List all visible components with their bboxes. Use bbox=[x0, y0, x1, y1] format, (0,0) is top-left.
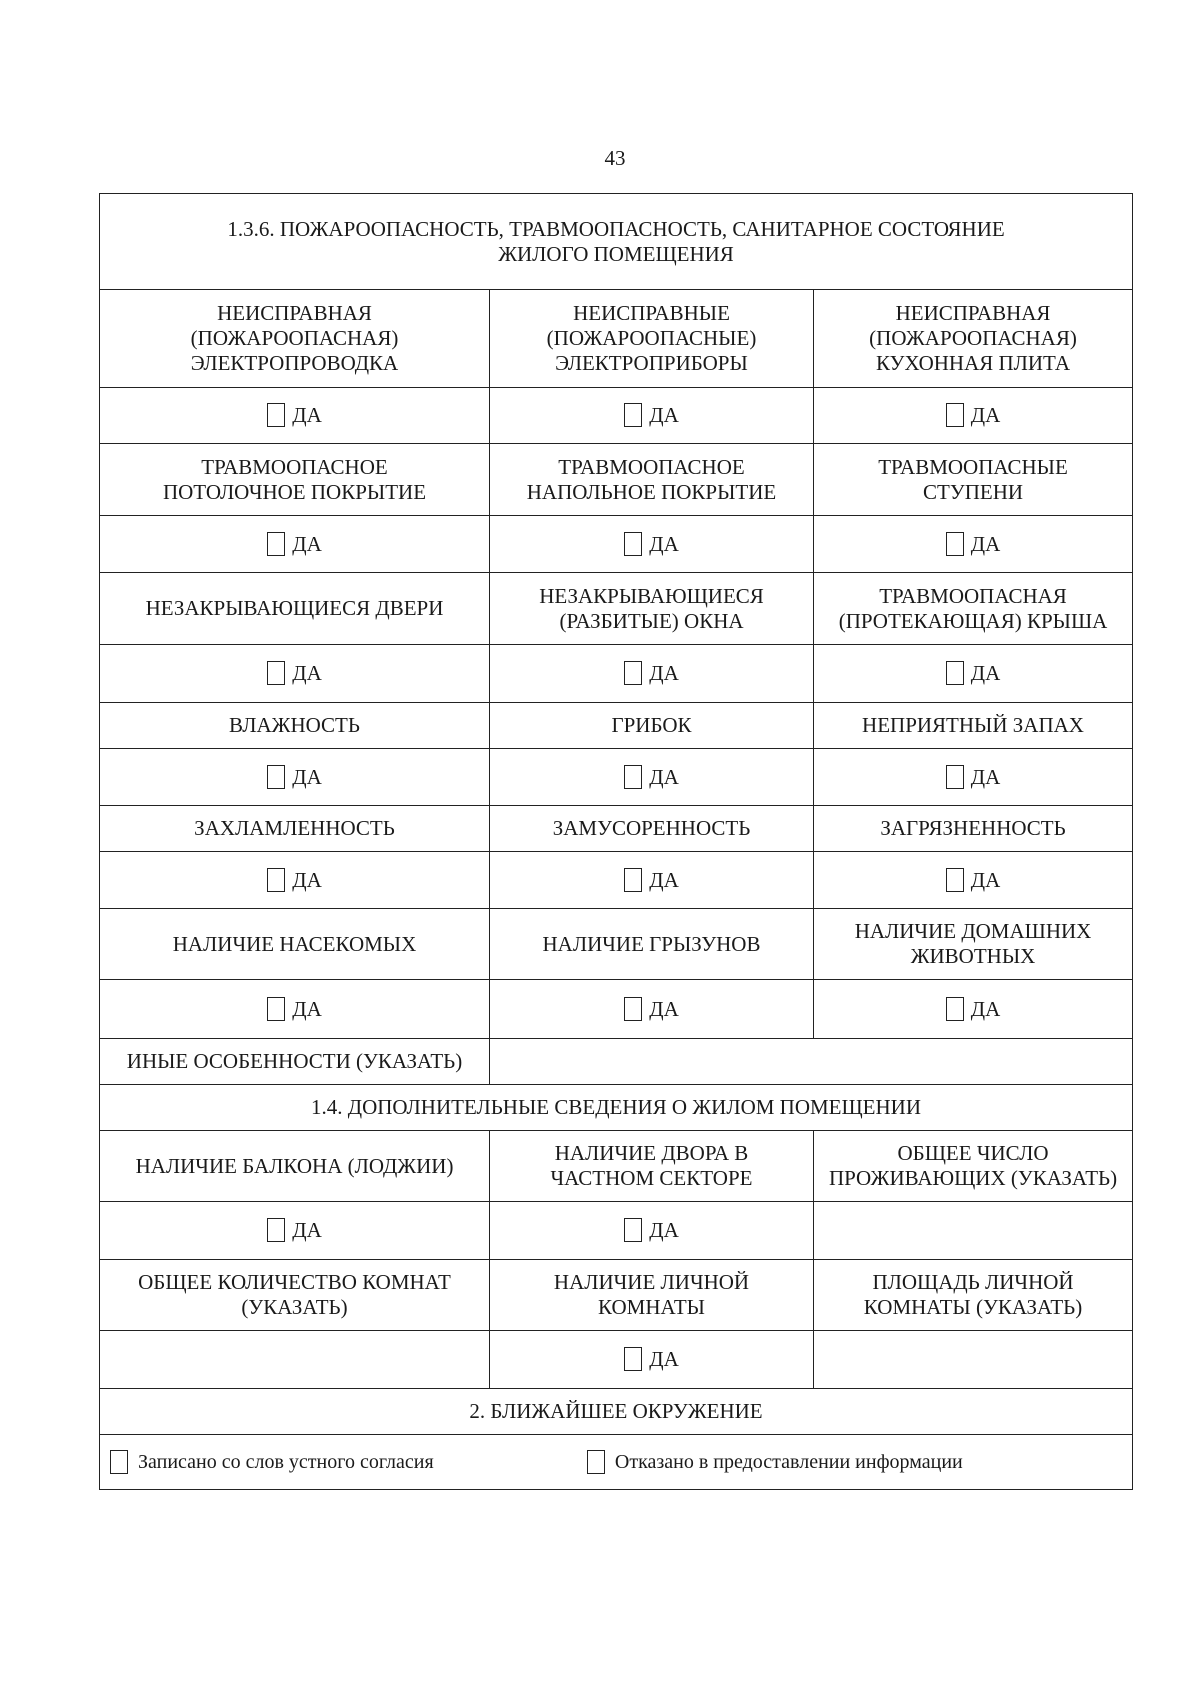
section-14-title: 1.4. ДОПОЛНИТЕЛЬНЫЕ СВЕДЕНИЯ О ЖИЛОМ ПОМЕЩЕНИИ bbox=[100, 1085, 1133, 1131]
yes-option[interactable] bbox=[814, 749, 1133, 806]
checkbox-icon[interactable] bbox=[946, 661, 964, 685]
other-features-label: ИНЫЕ ОСОБЕННОСТИ (УКАЗАТЬ) bbox=[100, 1039, 490, 1085]
yes-label: ДА bbox=[649, 867, 679, 892]
yes-label: ДА bbox=[292, 764, 322, 789]
yes-label: ДА bbox=[649, 1347, 679, 1371]
checkbox-row bbox=[100, 852, 1133, 909]
hazard-label: ЗАХЛАМЛЕННОСТЬ bbox=[100, 806, 490, 852]
checkbox-icon[interactable] bbox=[624, 868, 642, 892]
yes-label: ДА bbox=[649, 764, 679, 789]
section-2-title: 2. БЛИЖАЙШЕЕ ОКРУЖЕНИЕ bbox=[100, 1389, 1133, 1435]
additional-label: ПЛОЩАДЬ ЛИЧНОЙ КОМНАТЫ (УКАЗАТЬ) bbox=[814, 1260, 1133, 1331]
hazard-label: ТРАВМООПАСНЫЕ СТУПЕНИ bbox=[814, 444, 1133, 516]
yes-label: ДА bbox=[649, 996, 679, 1021]
yes-option[interactable] bbox=[100, 749, 490, 806]
yes-option[interactable] bbox=[100, 388, 490, 444]
other-features-row bbox=[100, 1039, 1133, 1085]
yes-option[interactable] bbox=[490, 980, 814, 1039]
checkbox-icon[interactable] bbox=[946, 997, 964, 1021]
checkbox-row bbox=[100, 516, 1133, 573]
housing-inspection-form bbox=[99, 193, 1133, 1490]
checkbox-icon[interactable] bbox=[267, 997, 285, 1021]
checkbox-row bbox=[100, 388, 1133, 444]
checkbox-icon[interactable] bbox=[267, 765, 285, 789]
yes-label: ДА bbox=[649, 531, 679, 556]
hazard-label: НАЛИЧИЕ ГРЫЗУНОВ bbox=[490, 909, 814, 980]
hazard-label-row bbox=[100, 909, 1133, 980]
yes-option[interactable] bbox=[100, 980, 490, 1039]
other-features-field[interactable] bbox=[490, 1039, 1133, 1085]
checkbox-icon[interactable] bbox=[267, 868, 285, 892]
checkbox-icon[interactable] bbox=[587, 1450, 605, 1474]
checkbox-icon[interactable] bbox=[624, 1218, 642, 1242]
checkbox-icon[interactable] bbox=[624, 661, 642, 685]
yes-label: ДА bbox=[970, 661, 1001, 685]
hazard-label: ГРИБОК bbox=[490, 703, 814, 749]
hazard-label: ВЛАЖНОСТЬ bbox=[100, 703, 490, 749]
checkbox-icon[interactable] bbox=[624, 1347, 642, 1371]
additional-label: ОБЩЕЕ ЧИСЛО ПРОЖИВАЮЩИХ (УКАЗАТЬ) bbox=[814, 1131, 1133, 1202]
checkbox-icon[interactable] bbox=[624, 403, 642, 427]
yes-label: ДА bbox=[970, 867, 1001, 892]
hazard-label-row bbox=[100, 573, 1133, 645]
yes-option[interactable] bbox=[814, 388, 1133, 444]
yes-label: ДА bbox=[292, 1218, 322, 1242]
personal-room-area-field[interactable] bbox=[814, 1331, 1133, 1389]
yes-option[interactable] bbox=[490, 749, 814, 806]
additional-label: НАЛИЧИЕ ЛИЧНОЙ КОМНАТЫ bbox=[490, 1260, 814, 1331]
yes-option[interactable] bbox=[490, 1331, 814, 1389]
checkbox-icon[interactable] bbox=[946, 868, 964, 892]
hazard-label-row bbox=[100, 703, 1133, 749]
hazard-label: ТРАВМООПАСНОЕ ПОТОЛОЧНОЕ ПОКРЫТИЕ bbox=[100, 444, 490, 516]
checkbox-icon[interactable] bbox=[624, 532, 642, 556]
yes-label: ДА bbox=[970, 764, 1001, 789]
additional-label-row bbox=[100, 1131, 1133, 1202]
rooms-count-field[interactable] bbox=[100, 1331, 490, 1389]
yes-label: ДА bbox=[649, 403, 679, 427]
checkbox-icon[interactable] bbox=[624, 997, 642, 1021]
hazard-label-row bbox=[100, 290, 1133, 388]
checkbox-row bbox=[100, 749, 1133, 806]
yes-option[interactable] bbox=[814, 980, 1133, 1039]
yes-label: ДА bbox=[970, 531, 1001, 556]
hazard-label: ТРАВМООПАСНАЯ (ПРОТЕКАЮЩАЯ) КРЫША bbox=[814, 573, 1133, 645]
yes-option[interactable] bbox=[814, 516, 1133, 573]
hazard-label: ЗАМУСОРЕННОСТЬ bbox=[490, 806, 814, 852]
yes-option[interactable] bbox=[814, 645, 1133, 703]
yes-option[interactable] bbox=[490, 645, 814, 703]
yes-option[interactable] bbox=[490, 1202, 814, 1260]
additional-label-row bbox=[100, 1260, 1133, 1331]
additional-label: ОБЩЕЕ КОЛИЧЕСТВО КОМНАТ (УКАЗАТЬ) bbox=[100, 1260, 490, 1331]
section-136-title: 1.3.6. ПОЖАРООПАСНОСТЬ, ТРАВМООПАСНОСТЬ, САНИТАРНОЕ СОСТОЯНИЕ ЖИЛОГО ПОМЕЩЕНИЯ bbox=[100, 194, 1133, 290]
yes-label: ДА bbox=[649, 661, 679, 685]
section-2-header-row bbox=[100, 1389, 1133, 1435]
hazard-label: ЗАГРЯЗНЕННОСТЬ bbox=[814, 806, 1133, 852]
checkbox-icon[interactable] bbox=[946, 532, 964, 556]
page-number: 43 bbox=[604, 146, 626, 170]
hazard-label-row bbox=[100, 806, 1133, 852]
yes-label: ДА bbox=[292, 661, 322, 685]
consent-refused-option[interactable] bbox=[587, 1450, 963, 1475]
additional-label: НАЛИЧИЕ БАЛКОНА (ЛОДЖИИ) bbox=[100, 1131, 490, 1202]
hazard-label: НЕЗАКРЫВАЮЩИЕСЯ (РАЗБИТЫЕ) ОКНА bbox=[490, 573, 814, 645]
additional-input-row bbox=[100, 1331, 1133, 1389]
yes-label: ДА bbox=[970, 996, 1001, 1021]
hazard-label-row bbox=[100, 444, 1133, 516]
consent-row bbox=[100, 1435, 1133, 1490]
residents-count-field[interactable] bbox=[814, 1202, 1133, 1260]
checkbox-icon[interactable] bbox=[267, 403, 285, 427]
checkbox-icon[interactable] bbox=[267, 1218, 285, 1242]
hazard-label: НЕЗАКРЫВАЮЩИЕСЯ ДВЕРИ bbox=[100, 573, 490, 645]
additional-input-row bbox=[100, 1202, 1133, 1260]
checkbox-icon[interactable] bbox=[946, 403, 964, 427]
yes-label: ДА bbox=[649, 1218, 679, 1242]
hazard-label: НАЛИЧИЕ ДОМАШНИХ ЖИВОТНЫХ bbox=[814, 909, 1133, 980]
yes-label: ДА bbox=[292, 996, 322, 1021]
checkbox-icon[interactable] bbox=[946, 765, 964, 789]
yes-label: ДА bbox=[292, 531, 322, 556]
checkbox-icon[interactable] bbox=[267, 661, 285, 685]
yes-option[interactable] bbox=[490, 388, 814, 444]
hazard-label: НАЛИЧИЕ НАСЕКОМЫХ bbox=[100, 909, 490, 980]
consent-recorded-label: Записано со слов устного согласия bbox=[138, 1451, 434, 1473]
checkbox-row bbox=[100, 980, 1133, 1039]
section-14-header-row bbox=[100, 1085, 1133, 1131]
checkbox-icon[interactable] bbox=[267, 532, 285, 556]
checkbox-row bbox=[100, 645, 1133, 703]
hazard-label: НЕИСПРАВНЫЕ (ПОЖАРООПАСНЫЕ) ЭЛЕКТРОПРИБОРЫ bbox=[490, 290, 814, 388]
yes-option[interactable] bbox=[490, 516, 814, 573]
yes-option[interactable] bbox=[100, 516, 490, 573]
consent-refused-label: Отказано в предоставлении информации bbox=[614, 1451, 963, 1473]
section-136-header-row bbox=[100, 194, 1133, 290]
yes-option[interactable] bbox=[100, 645, 490, 703]
yes-label: ДА bbox=[970, 403, 1001, 427]
hazard-label: НЕИСПРАВНАЯ (ПОЖАРООПАСНАЯ) ЭЛЕКТРОПРОВОДКА bbox=[100, 290, 490, 388]
yes-label: ДА bbox=[292, 867, 322, 892]
checkbox-icon[interactable] bbox=[624, 765, 642, 789]
additional-label: НАЛИЧИЕ ДВОРА В ЧАСТНОМ СЕКТОРЕ bbox=[490, 1131, 814, 1202]
yes-label: ДА bbox=[292, 403, 322, 427]
checkbox-icon[interactable] bbox=[110, 1450, 128, 1474]
consent-recorded-option[interactable] bbox=[110, 1450, 434, 1475]
yes-option[interactable] bbox=[490, 852, 814, 909]
hazard-label: НЕПРИЯТНЫЙ ЗАПАХ bbox=[814, 703, 1133, 749]
hazard-label: НЕИСПРАВНАЯ (ПОЖАРООПАСНАЯ) КУХОННАЯ ПЛИТА bbox=[814, 290, 1133, 388]
yes-option[interactable] bbox=[814, 852, 1133, 909]
yes-option[interactable] bbox=[100, 1202, 490, 1260]
consent-cell bbox=[100, 1435, 1133, 1490]
hazard-label: ТРАВМООПАСНОЕ НАПОЛЬНОЕ ПОКРЫТИЕ bbox=[490, 444, 814, 516]
yes-option[interactable] bbox=[100, 852, 490, 909]
